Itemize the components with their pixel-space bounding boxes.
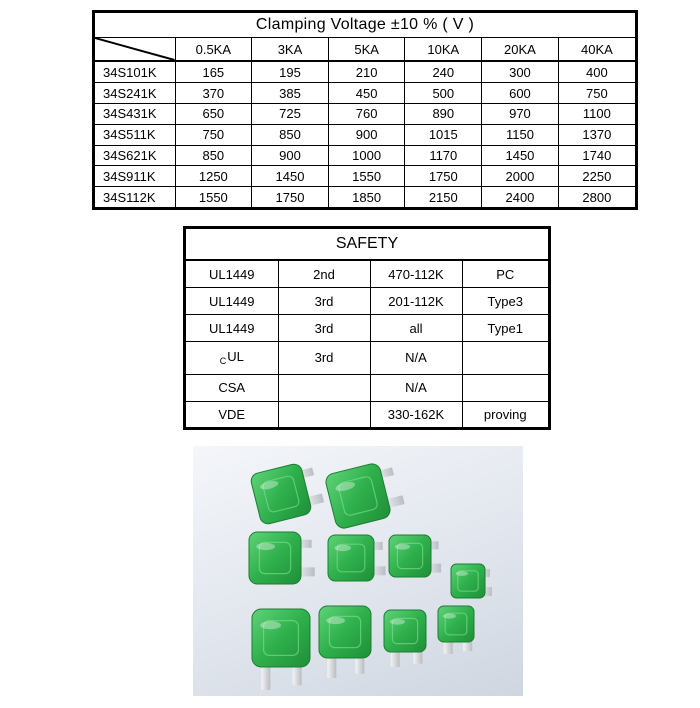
column-header: 5KA [328, 38, 405, 62]
varistor-component [389, 535, 441, 577]
range-cell: 470-112K [370, 260, 462, 288]
voltage-cell: 970 [482, 103, 559, 124]
voltage-cell: 2000 [482, 166, 559, 187]
type-cell [462, 374, 548, 401]
standard-cell [186, 342, 278, 375]
voltage-cell: 1450 [482, 145, 559, 166]
range-cell: N/A [370, 342, 462, 375]
voltage-cell: 725 [252, 103, 329, 124]
column-header: 40KA [558, 38, 635, 62]
edition-cell: 2nd [278, 260, 370, 288]
range-cell: all [370, 315, 462, 342]
table-row [186, 374, 548, 401]
type-cell: Type3 [462, 288, 548, 315]
table-row [186, 401, 548, 427]
varistor-component [252, 609, 310, 690]
standard-cell [186, 401, 278, 427]
voltage-cell: 370 [175, 83, 252, 104]
table-row [95, 166, 635, 187]
table-row [186, 315, 548, 342]
type-cell: proving [462, 401, 548, 427]
voltage-cell: 1000 [328, 145, 405, 166]
standard-cell [186, 260, 278, 288]
voltage-cell: 1150 [482, 124, 559, 145]
varistor-component [249, 532, 315, 584]
model-cell: 34S112K [95, 187, 175, 207]
voltage-cell: 2150 [405, 187, 482, 207]
voltage-cell: 1250 [175, 166, 252, 187]
table-row [95, 145, 635, 166]
table-row [95, 187, 635, 207]
clamping-voltage-table [92, 10, 638, 210]
voltage-cell: 300 [482, 61, 559, 83]
standard-label: UL [227, 348, 244, 364]
voltage-cell: 600 [482, 83, 559, 104]
voltage-cell: 500 [405, 83, 482, 104]
voltage-cell: 210 [328, 61, 405, 83]
type-cell: Type1 [462, 315, 548, 342]
varistor-component [324, 458, 407, 530]
standard-label: CSA [218, 380, 246, 396]
voltage-cell: 165 [175, 61, 252, 83]
voltage-cell: 400 [558, 61, 635, 83]
edition-cell: 3rd [278, 342, 370, 375]
model-cell: 34S911K [95, 166, 175, 187]
voltage-cell: 240 [405, 61, 482, 83]
voltage-cell: 750 [558, 83, 635, 104]
varistor-components-illustration [193, 446, 523, 696]
edition-cell: 3rd [278, 288, 370, 315]
model-cell: 34S101K [95, 61, 175, 83]
voltage-cell: 1170 [405, 145, 482, 166]
range-cell: 201-112K [370, 288, 462, 315]
varistor-component [319, 606, 371, 678]
varistor-component [438, 606, 474, 654]
model-cell: 34S511K [95, 124, 175, 145]
standard-label: UL1449 [208, 320, 255, 336]
table-row [186, 260, 548, 288]
type-cell: PC [462, 260, 548, 288]
voltage-cell: 890 [405, 103, 482, 124]
varistor-component [249, 459, 325, 525]
column-header: 0.5KA [175, 38, 252, 62]
varistor-component [384, 610, 426, 667]
edition-cell [278, 374, 370, 401]
range-cell: 330-162K [370, 401, 462, 427]
table-row [95, 124, 635, 145]
table-row [95, 103, 635, 124]
voltage-cell: 450 [328, 83, 405, 104]
header-diagonal-cell [95, 38, 175, 62]
voltage-cell: 850 [175, 145, 252, 166]
range-cell: N/A [370, 374, 462, 401]
product-photo [193, 446, 523, 696]
voltage-cell: 1100 [558, 103, 635, 124]
voltage-cell: 2800 [558, 187, 635, 207]
varistor-component [328, 535, 385, 581]
voltage-cell: 1450 [252, 166, 329, 187]
voltage-cell: 900 [328, 124, 405, 145]
model-cell: 34S621K [95, 145, 175, 166]
voltage-cell: 1750 [252, 187, 329, 207]
edition-cell [278, 401, 370, 427]
column-header: 3KA [252, 38, 329, 62]
type-cell [462, 342, 548, 375]
voltage-cell: 1015 [405, 124, 482, 145]
voltage-cell: 1750 [405, 166, 482, 187]
voltage-cell: 1850 [328, 187, 405, 207]
table-row [186, 342, 548, 375]
voltage-cell: 1740 [558, 145, 635, 166]
voltage-cell: 760 [328, 103, 405, 124]
table-row [95, 61, 635, 83]
voltage-cell: 900 [252, 145, 329, 166]
clamping-table-title: Clamping Voltage ±10 % ( V ) [95, 13, 635, 38]
diagonal-line [95, 38, 175, 60]
standard-cell [186, 374, 278, 401]
table-row [186, 288, 548, 315]
column-header: 20KA [482, 38, 559, 62]
standard-cell [186, 315, 278, 342]
safety-table [183, 226, 551, 430]
standard-label: UL1449 [208, 266, 255, 282]
column-header: 10KA [405, 38, 482, 62]
voltage-cell: 1550 [175, 187, 252, 207]
voltage-cell: 650 [175, 103, 252, 124]
edition-cell: 3rd [278, 315, 370, 342]
standard-cell [186, 288, 278, 315]
voltage-cell: 195 [252, 61, 329, 83]
varistor-component [451, 564, 492, 598]
voltage-cell: 1370 [558, 124, 635, 145]
voltage-cell: 2250 [558, 166, 635, 187]
table-row [95, 83, 635, 104]
voltage-cell: 1550 [328, 166, 405, 187]
standard-label: UL1449 [208, 293, 255, 309]
model-cell: 34S431K [95, 103, 175, 124]
standard-subscript: C [219, 355, 227, 366]
model-cell: 34S241K [95, 83, 175, 104]
voltage-cell: 850 [252, 124, 329, 145]
standard-label: VDE [218, 406, 246, 422]
voltage-cell: 2400 [482, 187, 559, 207]
voltage-cell: 750 [175, 124, 252, 145]
voltage-cell: 385 [252, 83, 329, 104]
safety-table-title: SAFETY [186, 229, 548, 260]
